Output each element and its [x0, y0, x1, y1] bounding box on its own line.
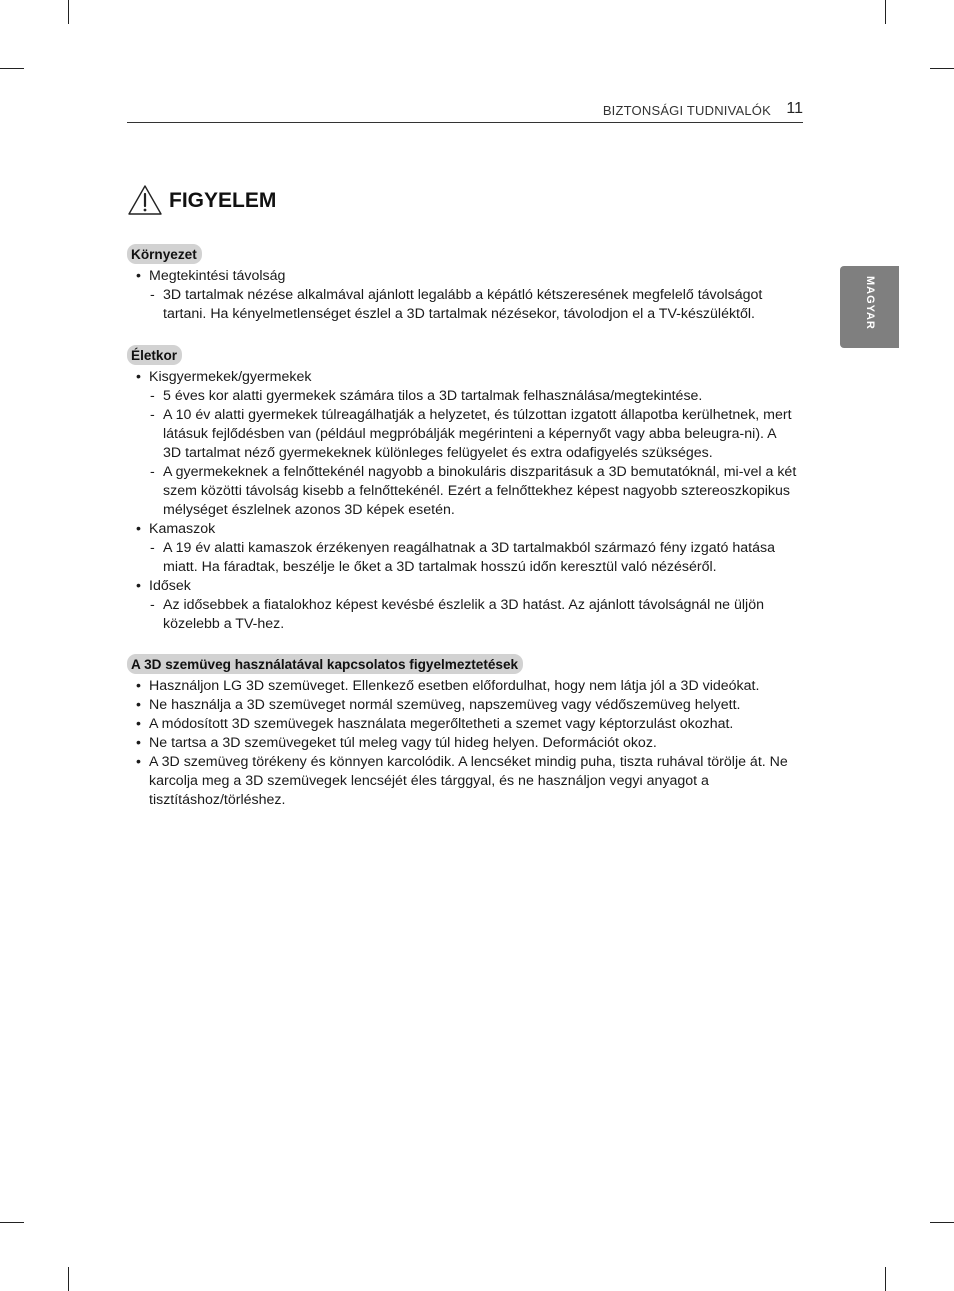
bullet-item — [127, 520, 797, 539]
bullet-item — [127, 734, 797, 753]
bullet-list — [127, 267, 797, 324]
sub-list — [127, 286, 797, 324]
bullet-text: Kisgyermekek/gyermekek — [149, 369, 312, 385]
bullet-list — [127, 368, 797, 634]
section — [127, 345, 797, 634]
language-side-tab — [840, 266, 899, 348]
sub-item: - A gyermekeknek a felnőttekénél nagyobb a binokuláris diszparitásuk a 3D bemutatóknál, mi-vel a két szem közötti távolság kisebb a felnőttekénél. Ezért a felnőttekhez képest nagyobb sztereoszkopikus mélységet észlelnek azonos 3D képek esetén. — [127, 463, 797, 520]
sub-item: - A 10 év alatti gyermekek túlreagálhatják a helyzetet, és túlzottan izgatott állapotba kerülhetnek, mert látásuk fejlődésben van (például megpróbálják megérinteni a képernyőt vagy abba beleugra-ni). A 3D tartalmat néző gyermekeknek különleges felügyelet és extra odafigyelés szükséges. — [127, 406, 797, 463]
title-text: FIGYELEM — [169, 189, 277, 212]
bullet-text: Használjon LG 3D szemüveget. Ellenkező esetben előfordulhat, hogy nem látja jól a 3D videókat. — [149, 678, 760, 694]
main-content — [127, 244, 797, 810]
bullet-text: Megtekintési távolság — [149, 268, 286, 284]
section-heading-wrap — [127, 244, 797, 265]
section — [127, 654, 797, 810]
bullet-item — [127, 677, 797, 696]
warning-icon — [127, 184, 163, 216]
bullet-text: Idősek — [149, 578, 191, 594]
bullet-item — [127, 753, 797, 810]
page-header — [127, 100, 803, 123]
bullet-item — [127, 577, 797, 596]
crop-mark — [0, 1222, 24, 1223]
sub-item: - Az idősebbek a fiatalokhoz képest kevésbé észlelik a 3D hatást. Az ajánlott távolságnál ne üljön közelebb a TV-hez. — [127, 596, 797, 634]
crop-mark — [930, 1222, 954, 1223]
sub-list — [127, 387, 797, 520]
page-number: 11 — [786, 100, 803, 117]
bullet-item — [127, 267, 797, 286]
bullet-text: A módosított 3D szemüvegek használata megerőltetheti a szemet vagy képtorzulást okozhat. — [149, 716, 734, 732]
crop-mark — [0, 68, 24, 69]
crop-mark — [930, 68, 954, 69]
section-heading: Életkor — [127, 345, 182, 365]
bullet-item — [127, 715, 797, 734]
bullet-text: Ne tartsa a 3D szemüvegeket túl meleg vagy túl hideg helyen. Deformációt okoz. — [149, 735, 657, 751]
crop-mark — [885, 1267, 886, 1291]
crop-mark — [885, 0, 886, 24]
bullet-item — [127, 696, 797, 715]
section-heading: A 3D szemüveg használatával kapcsolatos figyelmeztetések — [127, 654, 523, 674]
crop-mark — [68, 0, 69, 24]
sub-item: - A 19 év alatti kamaszok érzékenyen reagálhatnak a 3D tartalmakból származó fény izgató hatása miatt. Ha fáradtak, beszélje le őket a 3D tartalmak hosszú időn keresztül való nézéséről. — [127, 539, 797, 577]
section-heading-wrap — [127, 345, 797, 366]
sub-list — [127, 539, 797, 577]
side-tab-label: MAGYAR — [864, 276, 876, 330]
page-title — [127, 176, 276, 216]
bullet-text: Kamaszok — [149, 521, 216, 537]
section — [127, 244, 797, 324]
bullet-text: A 3D szemüveg törékeny és könnyen karcolódik. A lencséket mindig puha, tiszta ruhával törölje át. Ne karcolja meg a 3D szemüvegek lencséjét éles tárggyal, és ne használjon vegyi anyagot a tisztításhoz/törléshez. — [149, 754, 788, 808]
section-heading: Környezet — [127, 244, 202, 264]
sub-item: - 5 éves kor alatti gyermekek számára tilos a 3D tartalmak felhasználása/megtekintése. — [127, 387, 797, 406]
section-heading-wrap — [127, 654, 797, 675]
crop-mark — [68, 1267, 69, 1291]
bullet-item — [127, 368, 797, 387]
sub-item: - 3D tartalmak nézése alkalmával ajánlott legalább a képátló kétszeresének megfelelő távolságot tartani. Ha kényelmetlenséget észlel a 3D tartalmak nézésekor, távolodjon el a TV-készüléktől. — [127, 286, 797, 324]
bullet-text: Ne használja a 3D szemüveget normál szemüveg, napszemüveg vagy védőszemüveg helyett. — [149, 697, 741, 713]
bullet-list — [127, 677, 797, 810]
sub-list — [127, 596, 797, 634]
header-section-title: BIZTONSÁGI TUDNIVALÓK — [602, 103, 771, 118]
